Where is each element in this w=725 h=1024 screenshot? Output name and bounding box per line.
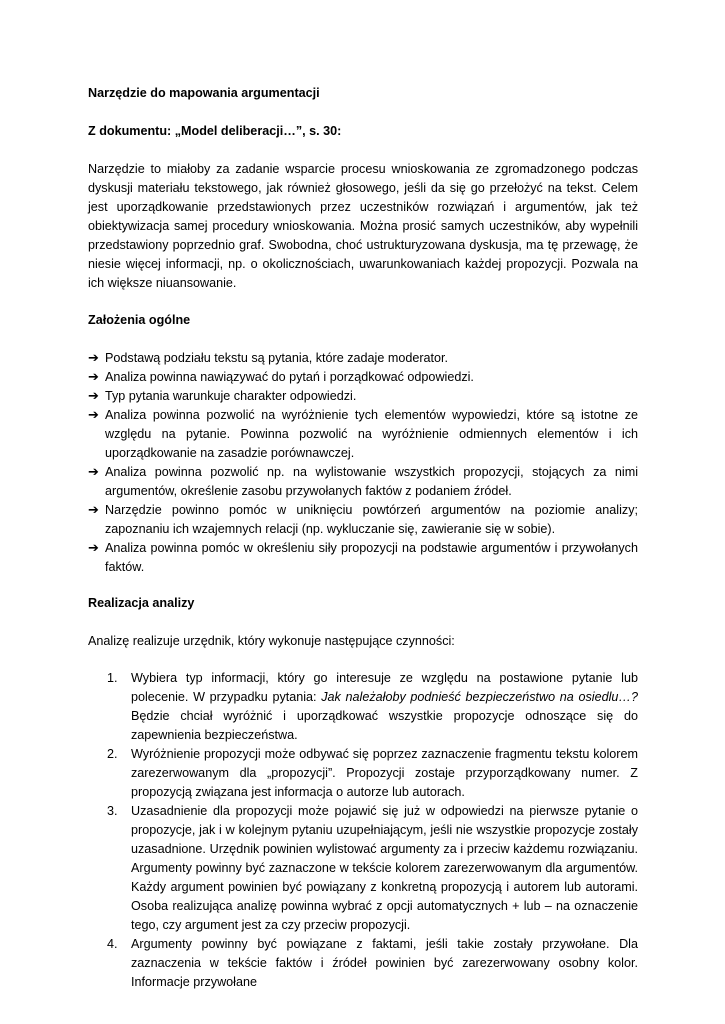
step-text: Wyróżnienie propozycji może odbywać się poprzez zaznaczenie fragmentu tekstu kolorem zarezerwowanym dla „propozycji”. Propozycji zostaje przyporządkowany numer. Z propozycją związana jest informacja o autorze lub autorach.	[131, 747, 638, 799]
list-item	[88, 802, 638, 935]
assumptions-list	[88, 349, 638, 577]
step-text-after: Będzie chciał wyróżnić i uporządkować wszystkie propozycje odnoszące się do zapewnienia bezpieczeństwa.	[131, 709, 638, 742]
list-item	[88, 463, 638, 501]
list-item	[88, 406, 638, 463]
realization-intro: Analizę realizuje urzędnik, który wykonuje następujące czynności:	[88, 634, 455, 648]
step-number: 3.	[107, 804, 118, 818]
realization-heading: Realizacja analizy	[88, 596, 195, 610]
step-number: 2.	[107, 747, 118, 761]
list-item	[88, 539, 638, 577]
step-text: Wybiera typ informacji, który go interesuje ze względu na postawione pytanie lub polecenie. W przypadku pytania:	[131, 671, 638, 704]
arrow-icon: ➔	[88, 465, 99, 480]
document-body	[88, 84, 638, 992]
arrow-icon: ➔	[88, 408, 99, 423]
list-item	[88, 349, 638, 368]
list-item-text: Podstawą podziału tekstu są pytania, które zadaje moderator.	[105, 351, 449, 365]
intro-paragraph: Narzędzie to miałoby za zadanie wsparcie procesu wnioskowania ze zgromadzonego podczas dyskusji materiału tekstowego, jak również głosowego, jeśli da się go przełożyć na tekst. Celem jest uporządkowanie przedstawionych przez uczestników rozwiązań i argumentów, jak też obiektywizacja samej procedury wnioskowania. Można prosić samych uczestników, aby wypełnili przedstawiony poprzednio graf. Swobodna, choć ustrukturyzowana dyskusja, ma tę przewagę, że niesie więcej informacji, np. o okolicznościach, uwarunkowaniach każdej propozycji. Pozwala na ich większe niuansowanie.	[88, 162, 638, 290]
list-item-text: Analiza powinna nawiązywać do pytań i porządkować odpowiedzi.	[105, 370, 474, 384]
arrow-icon: ➔	[88, 541, 99, 556]
list-item	[88, 501, 638, 539]
arrow-icon: ➔	[88, 389, 99, 404]
arrow-icon: ➔	[88, 503, 99, 518]
step-text: Uzasadnienie dla propozycji może pojawić się już w odpowiedzi na pierwsze pytanie o propozycje, jak i w kolejnym pytaniu uzupełniającym, jeśli nie wszystkie propozycje zostały uzasadnione. Urzędnik powinien wylistować argumenty za i przeciw każdemu rozwiązaniu. Argumenty powinny być zaznaczone w tekście kolorem zarezerwowanym dla argumentów. Każdy argument powinien być powiązany z konkretną propozycją i autorem lub autorami. Osoba realizująca analizę powinna wybrać z opcji automatycznych + lub – na oznaczenie tego, czy argument jest za czy przeciw propozycji.	[131, 804, 638, 932]
document-title: Narzędzie do mapowania argumentacji	[88, 86, 320, 100]
step-number: 1.	[107, 671, 118, 685]
list-item-text: Analiza powinna pozwolić na wyróżnienie tych elementów wypowiedzi, które są istotne ze względu na pytanie. Powinna pozwolić na wyróżnienie odmiennych elementów i ich uporządkowanie na zasadzie porównawczej.	[105, 408, 638, 460]
list-item-text: Analiza powinna pozwolić np. na wylistowanie wszystkich propozycji, stojących za nimi argumentów, określenie zasobu przywołanych faktów z podaniem źródeł.	[105, 465, 638, 498]
steps-list	[88, 669, 638, 992]
arrow-icon: ➔	[88, 351, 99, 366]
step-number: 4.	[107, 937, 118, 951]
list-item	[88, 745, 638, 802]
list-item	[88, 387, 638, 406]
list-item	[88, 368, 638, 387]
step-text-italic: Jak należałoby podnieść bezpieczeństwo na osiedlu…?	[321, 690, 639, 704]
source-reference: Z dokumentu: „Model deliberacji…”, s. 30:	[88, 124, 342, 138]
list-item	[88, 669, 638, 745]
assumptions-heading: Założenia ogólne	[88, 313, 191, 327]
list-item-text: Narzędzie powinno pomóc w uniknięciu powtórzeń argumentów na poziomie analizy; zapoznaniu ich wzajemnych relacji (np. wykluczanie się, zawieranie się w sobie).	[105, 503, 638, 536]
list-item-text: Typ pytania warunkuje charakter odpowiedzi.	[105, 389, 357, 403]
list-item	[88, 935, 638, 992]
step-text: Argumenty powinny być powiązane z faktami, jeśli takie zostały przywołane. Dla zaznaczenia w tekście faktów i źródeł powinien być zarezerwowany osobny kolor. Informacje przywołane	[131, 937, 638, 989]
list-item-text: Analiza powinna pomóc w określeniu siły propozycji na podstawie argumentów i przywołanych faktów.	[105, 541, 638, 574]
arrow-icon: ➔	[88, 370, 99, 385]
